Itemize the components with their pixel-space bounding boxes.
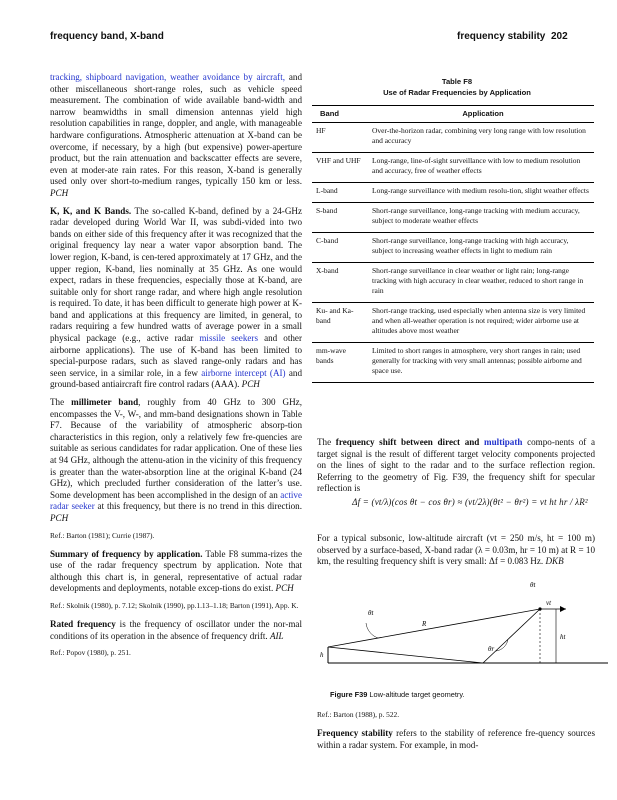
- theta-t-label: θt: [368, 609, 374, 617]
- paragraph-example: For a typical subsonic, low-altitude aircraft (vt = 250 m/s, ht = 100 m) observed by a surface-based, X-band radar (λ = 0.03m, hr = 10 m) at R = 10 km, the resulting frequency shift is very small: Δf = 0.083 Hz. DKB: [317, 533, 595, 567]
- velocity-label: vt: [546, 599, 552, 607]
- paragraph-k-bands: K, K, and K Bands. The so-called K-band, defined by a 24-GHz radar developed during World War II, was subdi-vided into two bands on either side of this frequency after it was recognized that the original frequency lay near a water vapor absorption band. The lower region, K-band, is cen-tered approximately at 17 GHz, and the upper region, K-band, lies nominally at 35 GHz. As one would expect, radars in these frequencies, especially those at K-band, are suitable only for short range radar, and where high angle resolution is required. To date, it has been difficult to generate high power at K-band and applications at this frequency are limited, in general, to radars requiring a few hundred watts of average power in a small physical package (e.g., active radar missile seekers and other airborne applications). The use of K-band has been limited to special-purpose radars, such as slaved range-only radars and has seen service, in a similar role, in a few airborne intercept (AI) and ground-based antiaircraft fire control radars (AAA). PCH: [50, 205, 303, 390]
- active-radar-seeker-link[interactable]: active radar seeker: [50, 489, 302, 512]
- velocity-arrowhead: [560, 606, 566, 612]
- reference-4: Ref.: Barton (1988), p. 522.: [317, 710, 400, 719]
- table-row: mm-wave bands Limited to short ranges in atmosphere, very short ranges in rain; used generally for tracking with very small antennas; possible airborne and space use.: [312, 343, 594, 383]
- table-row: L-band Long-range surveillance with medium resolu-tion, slight weather effects: [312, 183, 594, 203]
- right-column-upper: [317, 437, 595, 501]
- reference-3: Ref.: Popov (1980), p. 251.: [50, 648, 131, 658]
- paragraph-rated-frequency: Rated frequency is the frequency of oscillator under the nor-mal conditions of its operation in the absence of frequency drift. AIL: [50, 618, 302, 641]
- frequency-shift-heading: frequency shift between direct and: [335, 437, 480, 447]
- figure-caption: Figure F39 Low-altitude target geometry.: [330, 690, 465, 699]
- summary-heading: Summary of frequency by application.: [50, 548, 203, 559]
- millimeter-heading: millimeter band: [71, 397, 139, 408]
- table-header-application: Application: [368, 106, 594, 123]
- paragraph-frequency-shift: The frequency shift between direct and multipath compo-nents of a target signal is the result of different target velocity components projected on the lines of sight to the radar and to the surface reflection region. Referring to the geometry of Fig. F39, the frequency shift for specular reflection is: [317, 437, 595, 494]
- direct-path: [328, 609, 540, 647]
- table-title: Table F8: [441, 77, 473, 86]
- table-row: Ku- and Ka-band Short-range tracking, used especially when antenna size is very limited and when all-weather operation is not required; wider airborne use at altitudes above most weather: [312, 303, 594, 343]
- hr-label: h: [320, 651, 324, 659]
- reflected-path-2: [483, 609, 540, 663]
- rated-frequency-heading: Rated frequency: [50, 618, 116, 629]
- reflected-path-1: [328, 647, 483, 663]
- running-header-left: frequency band, X-band: [50, 31, 164, 42]
- page-number: 202: [551, 31, 568, 42]
- ht-label: ht: [560, 633, 566, 641]
- missile-seekers-link[interactable]: missile seekers: [199, 333, 258, 344]
- paragraph-summary: Summary of frequency by application. Table F8 summa-rizes the use of the radar frequency spectrum by application. Note that although this chart is, in general, representative of actual radar developments and deployments, notable excep-tions do exist. PCH: [50, 548, 302, 594]
- paragraph-xband: tracking, shipboard navigation, weather avoidance by aircraft, and other miscellaneous short-range roles, such as vehicle speed measurement. The combination of wide available band-width and narrow beamwidths in small dimension antennas yield high resolution capabilities in range, doppler, and angle, with manageable hardware configurations. Atmospheric attenuation at X-band can be overcome, if necessary, by a high (but expensive) power-aperture product, but the rain attenuation and backscatter effects are severe, even at moder-ate rain rates. For this reason, X-band is generally used only over short-to-medium ranges, typically 150 km or less. PCH: [50, 72, 303, 198]
- table-caption: [322, 76, 592, 98]
- theta-t-arc: [366, 623, 378, 638]
- table-row: X-band Short-range surveillance in clear weather or light rain; long-range tracking with high accuracy in clear weather, reduced to short range in rain: [312, 263, 594, 303]
- frequency-shift-equation: Δf = (vt/λ)(cos θt − cos θr) ≈ (vt/2λ)(θt² − θr²) = vt ht hr / λR²: [352, 497, 588, 507]
- frequency-stability-heading: Frequency stability: [317, 728, 393, 738]
- table-row: HF Over-the-horizon radar, combining very long range with low resolution and accuracy: [312, 123, 594, 153]
- frequency-table: [312, 105, 594, 383]
- theta-r-label: θr: [488, 645, 495, 653]
- multipath-link[interactable]: multipath: [484, 437, 523, 447]
- right-column-lower: [317, 710, 595, 757]
- theta-t-top-label: θt: [530, 581, 536, 589]
- reference-2: Ref.: Skolnik (1980), p. 7.12; Skolnik (1990), pp.1.13–1.18; Barton (1991), App. K.: [50, 600, 299, 610]
- xband-link[interactable]: tracking, shipboard navigation, weather avoidance by aircraft,: [50, 72, 286, 82]
- target-point: [538, 607, 541, 610]
- range-label: R: [422, 620, 427, 628]
- left-column: [50, 72, 302, 666]
- figure-f39: [318, 565, 617, 689]
- table-row: S-band Short-range surveillance, long-range tracking with medium accuracy, subject to moderate weather effects: [312, 203, 594, 233]
- table-subtitle: Use of Radar Frequencies by Application: [383, 88, 531, 97]
- table-row: VHF and UHF Long-range, line-of-sight surveillance with low to medium resolution and accuracy, free of weather effects: [312, 153, 594, 183]
- airborne-intercept-link[interactable]: airborne intercept (AI): [201, 367, 286, 378]
- k-bands-heading: K, K, and K Bands.: [50, 205, 132, 216]
- table-row: C-band Short-range surveillance, long-range tracking with high accuracy, subject to increasing weather effects in light to medium rain: [312, 233, 594, 263]
- reference-1: Ref.: Barton (1981); Currie (1987).: [50, 530, 155, 540]
- running-header-right: frequency stability: [457, 31, 546, 42]
- paragraph-frequency-stability: Frequency stability refers to the stability of reference fre-quency sources within a radar system. For example, in mod-: [317, 728, 595, 750]
- table-header-band: Band: [312, 106, 368, 123]
- paragraph-millimeter: The millimeter band, roughly from 40 GHz to 300 GHz, encompasses the V-, W-, and mm-band designations shown in Table F7. Because of the variability of atmospheric absorp-tion characteristics in this region, only a relatively few fre-quencies are suitable as serious candidates for radar application. One of these lies at 94 GHz, although the attenu-ation in the vicinity of this frequency is greater than the water-absorption line at the original K-band (24 GHz), which precluded further consideration of the latter’s use. Some development has been accomplished in the design of an active radar seeker at this frequency, but there is no trend in this direction. PCH: [50, 397, 302, 523]
